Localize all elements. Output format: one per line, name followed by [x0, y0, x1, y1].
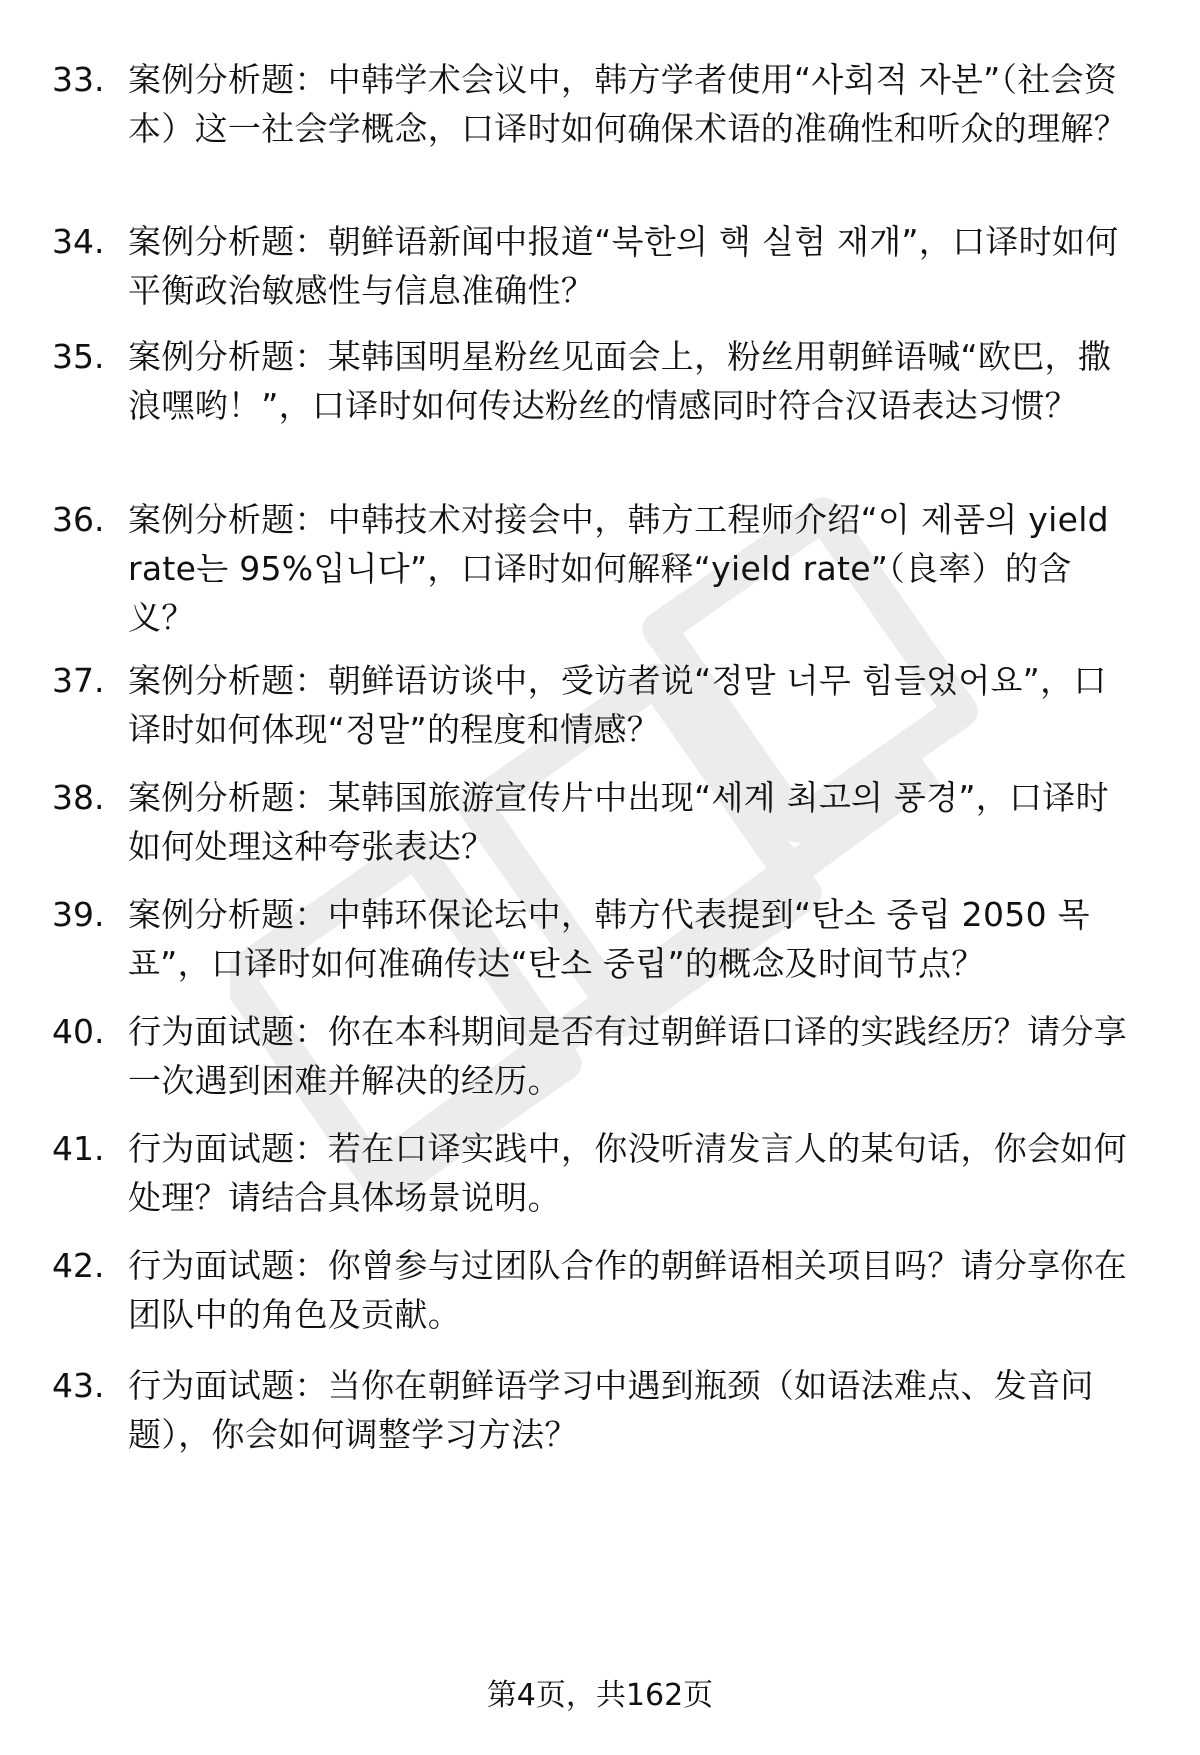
page-footer: 第4页，共162页 — [486, 1678, 714, 1713]
question-item — [52, 1361, 1152, 1459]
question-item — [52, 1007, 1152, 1105]
question-text: 行为面试题：若在口译实践中，你没听清发言人的某句话，你会如何处理？请结合具体场景说明。 — [128, 1129, 1127, 1217]
question-number: 41. — [52, 1129, 105, 1168]
question-text: 案例分析题：中韩技术对接会中，韩方工程师介绍“이 제품의 yield rate는 95%입니다”，口译时如何解释“yield rate”（良率）的含义？ — [128, 500, 1109, 637]
question-item — [52, 1124, 1152, 1222]
question-item — [52, 332, 1152, 430]
question-item — [52, 495, 1152, 642]
question-text: 案例分析题：某韩国旅游宣传片中出现“세계 최고의 풍경”，口译时如何处理这种夸张表达？ — [128, 778, 1109, 866]
question-text: 案例分析题：中韩学术会议中，韩方学者使用“사회적 자본”（社会资本）这一社会学概念，口译时如何确保术语的准确性和听众的理解？ — [128, 60, 1127, 148]
question-item — [52, 1241, 1152, 1339]
question-item — [52, 656, 1152, 754]
question-text: 行为面试题：当你在朝鲜语学习中遇到瓶颈（如语法难点、发音问题），你会如何调整学习方法？ — [128, 1366, 1094, 1454]
question-item — [52, 890, 1152, 988]
question-number: 39. — [52, 895, 105, 934]
question-number: 43. — [52, 1366, 105, 1405]
question-text: 案例分析题：朝鲜语新闻中报道“북한의 핵 실험 재개”，口译时如何平衡政治敏感性与信息准确性？ — [128, 222, 1119, 310]
question-number: 35. — [52, 337, 105, 376]
question-number: 33. — [52, 60, 105, 99]
question-number: 34. — [52, 222, 105, 261]
question-item — [52, 55, 1152, 153]
question-number: 40. — [52, 1012, 105, 1051]
question-item — [52, 217, 1152, 315]
question-text: 案例分析题：朝鲜语访谈中，受访者说“정말 너무 힘들었어요”，口译时如何体现“정말”的程度和情感？ — [128, 661, 1107, 749]
question-text: 案例分析题：中韩环保论坛中，韩方代表提到“탄소 중립 2050 목표”，口译时如何准确传达“탄소 중립”的概念及时间节点？ — [128, 895, 1090, 983]
question-item — [52, 773, 1152, 871]
question-number: 37. — [52, 661, 105, 700]
question-number: 42. — [52, 1246, 105, 1285]
question-number: 36. — [52, 500, 105, 539]
question-text: 行为面试题：你曾参与过团队合作的朝鲜语相关项目吗？请分享你在团队中的角色及贡献。 — [128, 1246, 1127, 1334]
question-text: 案例分析题：某韩国明星粉丝见面会上，粉丝用朝鲜语喊“欧巴，撒浪嘿哟！”，口译时如何传达粉丝的情感同时符合汉语表达习惯？ — [128, 337, 1112, 425]
question-text: 行为面试题：你在本科期间是否有过朝鲜语口译的实践经历？请分享一次遇到困难并解决的经历。 — [128, 1012, 1127, 1100]
question-number: 38. — [52, 778, 105, 817]
